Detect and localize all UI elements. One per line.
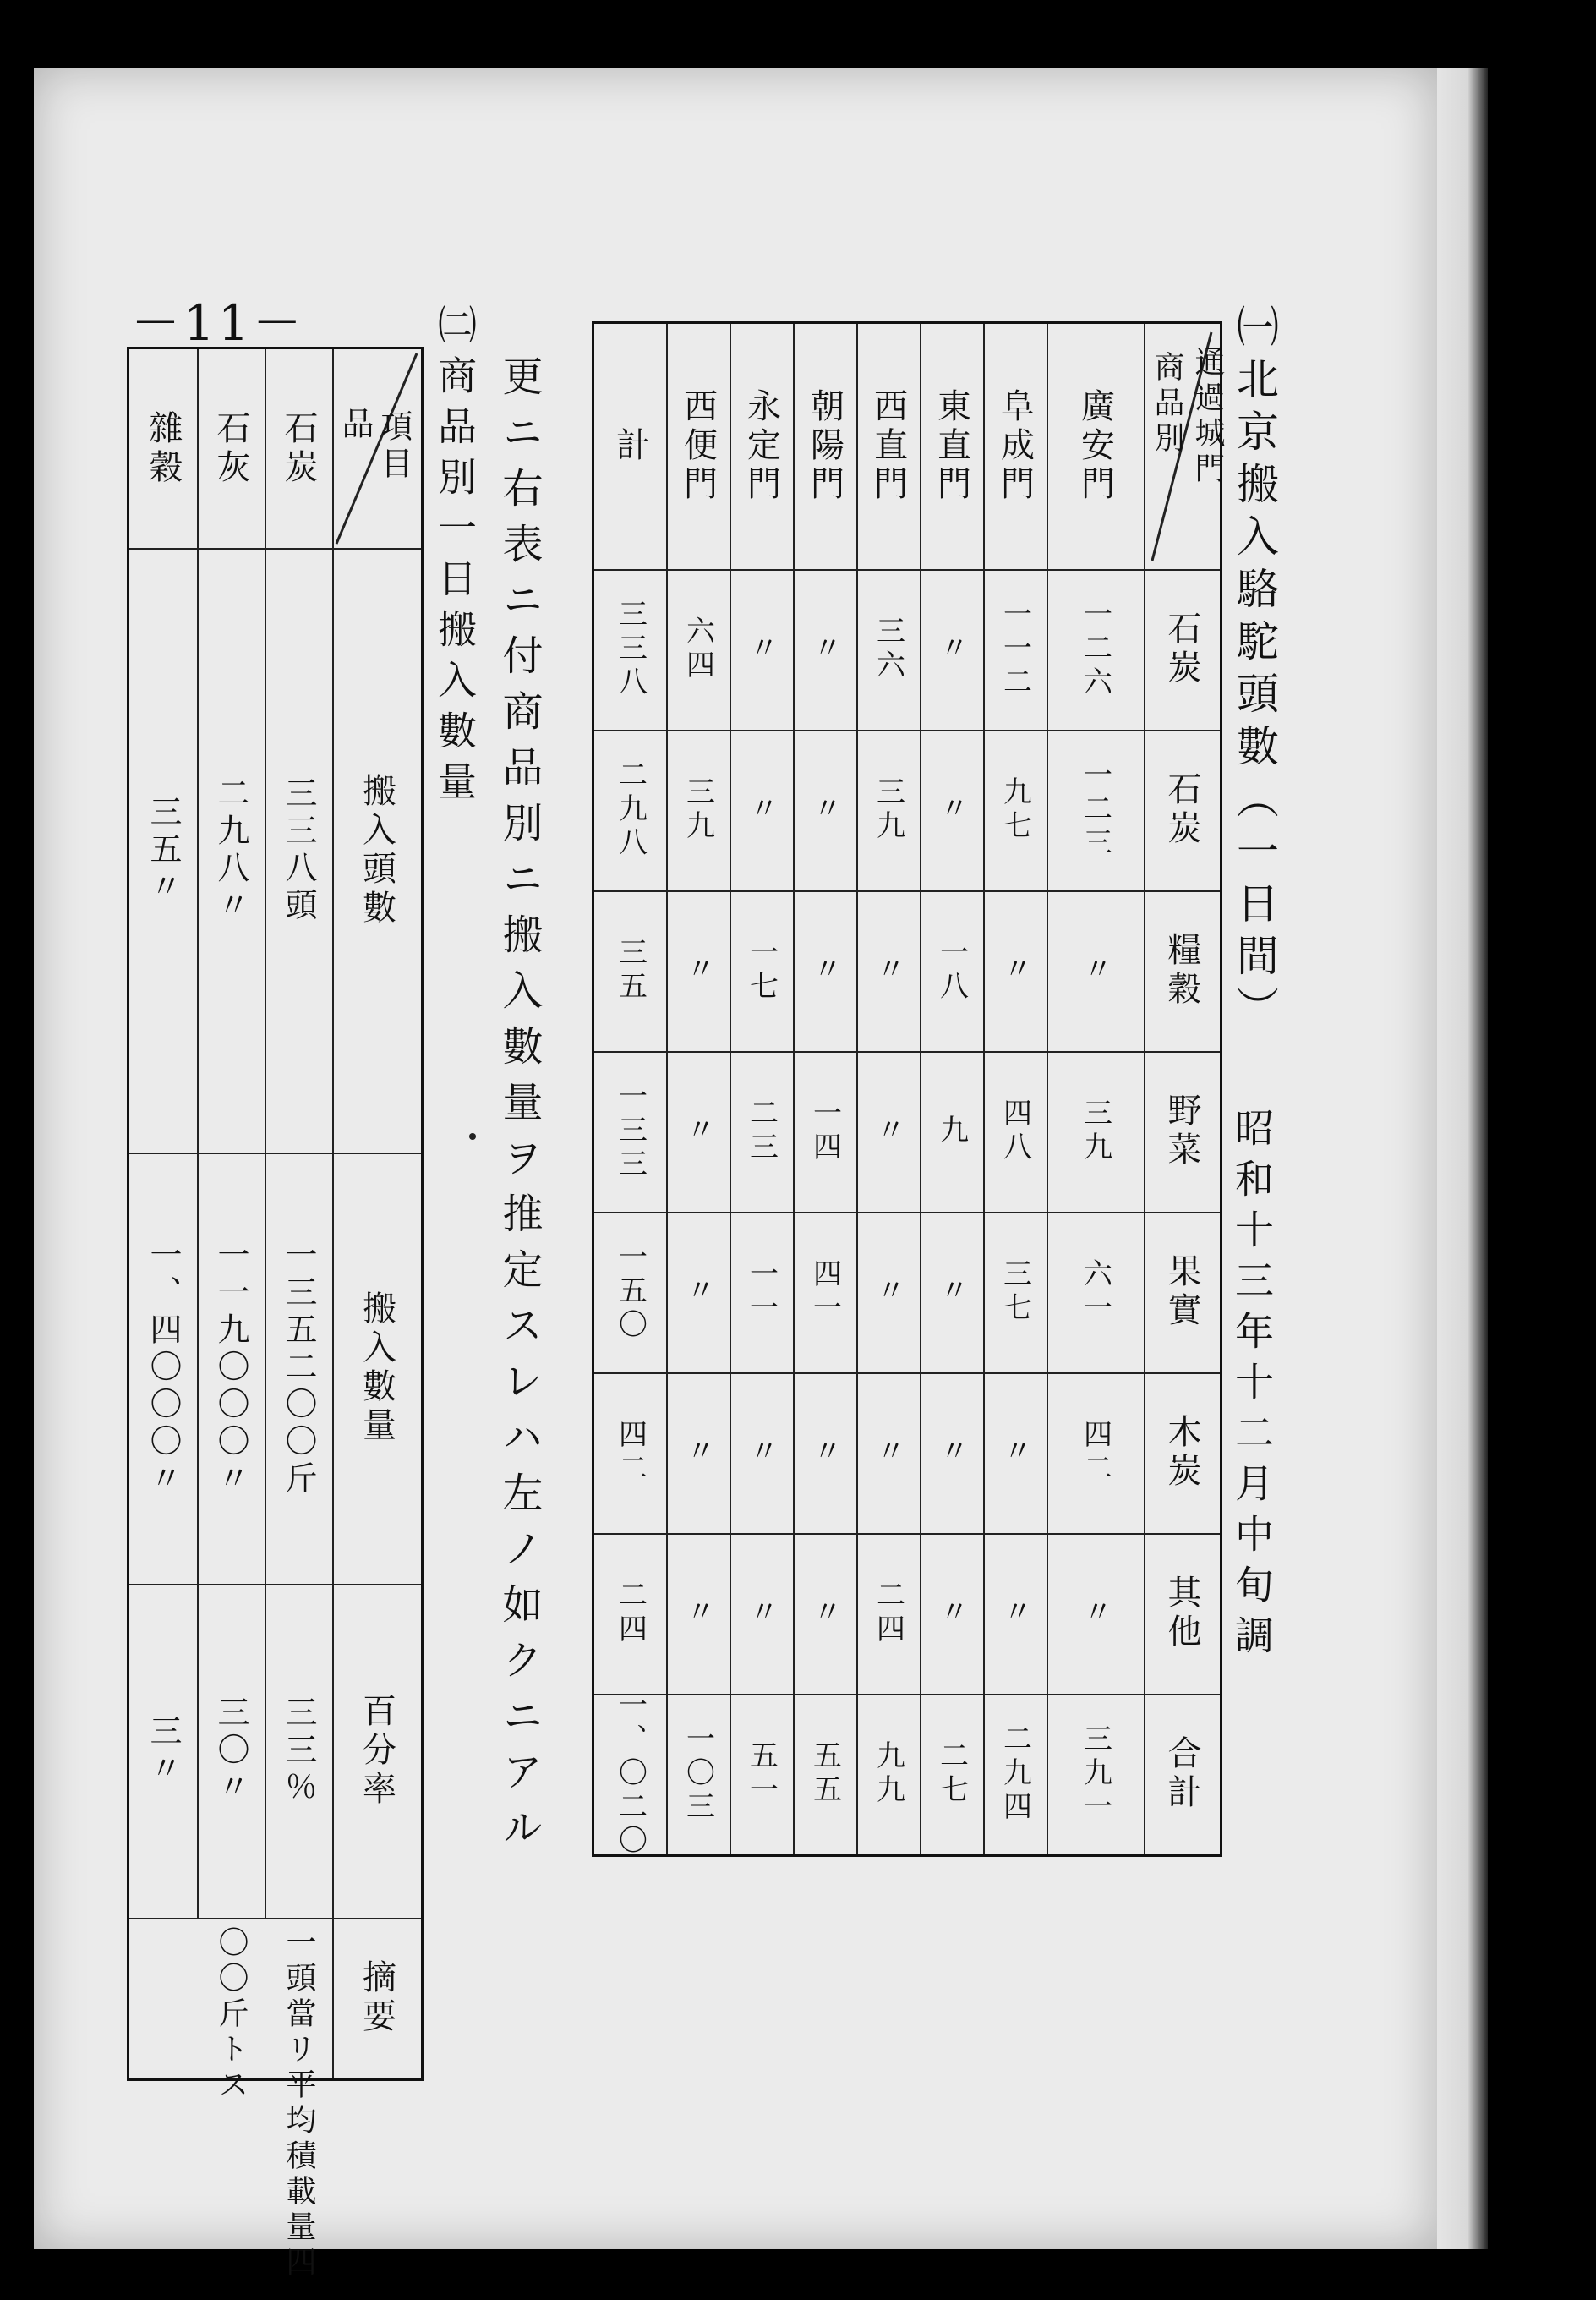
table-cell: 二四: [871, 1580, 905, 1647]
row-header: 果實: [1162, 1253, 1201, 1331]
table-cell: 〃: [871, 954, 905, 988]
table-cell: 一一: [744, 1258, 779, 1326]
table-cell: 〃: [1078, 1596, 1112, 1630]
column-header: 西便門: [678, 388, 718, 505]
table-cell: 六四: [680, 616, 715, 683]
heads-cell: 三五〃: [145, 794, 182, 906]
table-cell: 〃: [807, 1436, 842, 1470]
table-cell: 〃: [680, 1436, 715, 1470]
row-header: 其他: [1162, 1574, 1201, 1652]
table-cell: 〃: [871, 1114, 905, 1148]
table-cell: 〃: [807, 632, 842, 666]
column-header: 廣安門: [1075, 388, 1115, 505]
column-label: 搬入頭數: [357, 772, 396, 928]
table-cell: 〃: [680, 1275, 715, 1309]
table-cell: 一七: [744, 937, 779, 1005]
table-cell: 〃: [998, 1596, 1032, 1630]
table-cell: 〃: [934, 1275, 969, 1309]
table-cell: 〃: [807, 954, 842, 988]
table-cell: 三九一: [1078, 1723, 1112, 1825]
table-cell: 三九: [871, 776, 905, 844]
amount-cell: 一、四〇〇〇〃: [145, 1238, 182, 1498]
amount-cell: 一一九〇〇〇〃: [212, 1238, 249, 1498]
heads-cell: 二九八〃: [212, 775, 249, 925]
remark-line-1: 一頭當リ平均積載量四: [281, 1926, 316, 2281]
table-cell: 〃: [807, 793, 842, 827]
column-header: 朝陽門: [805, 388, 844, 505]
corner-header-bottom: 品: [336, 407, 374, 444]
table-cell: 〃: [871, 1275, 905, 1309]
table-cell: 〃: [871, 1436, 905, 1470]
column-header: 東直門: [932, 388, 971, 505]
page-edge: [1437, 68, 1488, 2249]
table-cell: 四二: [613, 1419, 648, 1487]
table-cell: 九七: [998, 776, 1032, 844]
table-cell: 四八: [998, 1098, 1032, 1165]
page-number: －11－: [131, 294, 305, 352]
row-header: 野菜: [1162, 1092, 1201, 1170]
item-name: 石灰: [211, 409, 250, 488]
heads-cell: 三三八頭: [280, 775, 317, 925]
table-cell: 一、〇二〇: [613, 1689, 648, 1859]
section2-heading: ㈡商品別一日搬入數量: [432, 304, 478, 812]
row-header: 石炭: [1162, 611, 1201, 688]
corner-header-top: 項目: [375, 409, 413, 484]
table-cell: 〃: [1078, 954, 1112, 988]
table-cell: 〃: [744, 632, 779, 666]
row-header: 石炭: [1162, 771, 1201, 849]
table-cell: 四二: [1078, 1419, 1112, 1487]
table-cell: 二九八: [613, 759, 648, 861]
amount-cell: 一三五二〇〇斤: [280, 1238, 317, 1498]
table-cell: 〃: [744, 1596, 779, 1630]
table-cell: 一三三: [613, 1081, 648, 1182]
table-daily-amount: [127, 347, 424, 2281]
corner-header-top: 商品別: [1150, 351, 1184, 457]
table-cell: 一二六: [1078, 599, 1112, 700]
table-cell: 〃: [934, 1436, 969, 1470]
table-cell: 三五: [613, 937, 648, 1005]
table-cell: 〃: [934, 632, 969, 666]
dot-mark: [469, 1133, 476, 1140]
table-cell: 一二三: [1078, 759, 1112, 861]
table-cell: 一八: [934, 937, 969, 1005]
percent-cell: 三〇〃: [212, 1695, 249, 1807]
table-cell: 〃: [807, 1596, 842, 1630]
table-cell: 九九: [871, 1740, 905, 1808]
column-header: 永定門: [741, 388, 781, 505]
column-label: 百分率: [357, 1692, 396, 1810]
table-cell: 〃: [998, 1436, 1032, 1470]
column-label: 搬入數量: [357, 1290, 396, 1446]
corner-header-bottom: 通過城門: [1190, 346, 1225, 488]
row-header: 糧穀: [1162, 932, 1201, 1010]
table-cell: 六一: [1078, 1258, 1112, 1326]
table-cell: 三七: [998, 1258, 1032, 1326]
table-cell: 一〇三: [680, 1723, 715, 1825]
table-cell: 〃: [680, 954, 715, 988]
table-cell: 九: [934, 1114, 969, 1148]
table-cell: 〃: [934, 793, 969, 827]
table-cell: 〃: [998, 954, 1032, 988]
row-header: 合計: [1162, 1735, 1201, 1813]
table-cell: 〃: [680, 1596, 715, 1630]
table-cell: 一四: [807, 1098, 842, 1165]
table-cell: 三三八: [613, 599, 648, 700]
section1-date: 昭和十三年十二月中旬調: [1229, 1108, 1275, 1666]
header-smudge: [592, 178, 1014, 203]
row-header: 木炭: [1162, 1414, 1201, 1492]
table-cell: 三六: [871, 616, 905, 683]
percent-cell: 三三％: [280, 1695, 317, 1807]
table-cell: 五五: [807, 1740, 842, 1808]
section1-heading: ㈠北京搬入駱駝頭數（一日間）: [1230, 304, 1279, 1038]
table-cell: 四一: [807, 1258, 842, 1326]
table-row-divider: [129, 1918, 332, 1919]
table-cell: 〃: [680, 1114, 715, 1148]
remark-line-2: 〇〇斤トス: [214, 1926, 249, 2104]
percent-cell: 三〃: [145, 1713, 182, 1788]
table-cell: 二七: [934, 1740, 969, 1808]
note-text: 更ニ右表ニ付商品別ニ搬入數量ヲ推定スレハ左ノ如クニアル: [495, 355, 543, 1862]
table-cell: 二九四: [998, 1723, 1032, 1825]
table-camel-count: [592, 321, 1225, 1859]
table-cell: 二四: [613, 1580, 648, 1647]
table-cell: 一一二: [998, 599, 1032, 700]
column-header: 計: [610, 427, 650, 466]
item-name: 雜穀: [144, 409, 183, 488]
table-cell: 三九: [680, 776, 715, 844]
table-cell: 二三: [744, 1098, 779, 1165]
column-header: 阜成門: [995, 388, 1035, 505]
column-header: 西直門: [868, 388, 908, 505]
table-cell: 三九: [1078, 1098, 1112, 1165]
table-cell: 〃: [934, 1596, 969, 1630]
table-cell: 一五〇: [613, 1241, 648, 1343]
table-cell: 〃: [744, 793, 779, 827]
table-cell: 〃: [744, 1436, 779, 1470]
column-label: 摘要: [357, 1959, 396, 2037]
item-name: 石炭: [279, 409, 318, 488]
table-cell: 五一: [744, 1740, 779, 1808]
